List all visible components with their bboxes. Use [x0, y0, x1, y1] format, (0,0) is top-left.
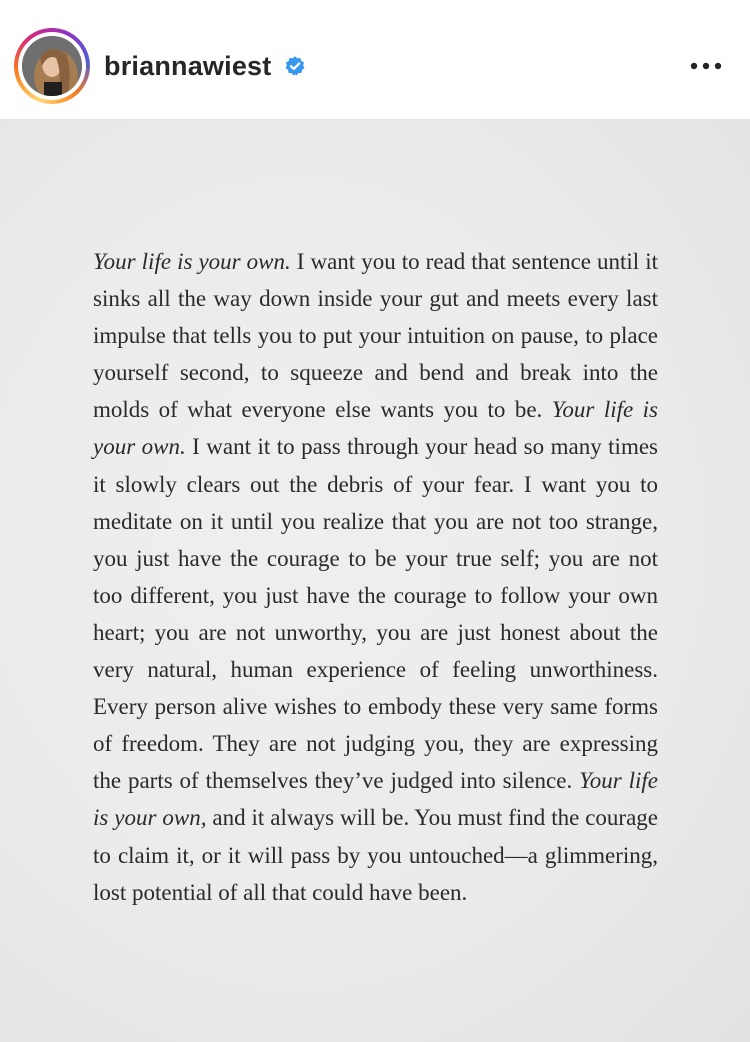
- story-ring[interactable]: [14, 28, 90, 104]
- post-image[interactable]: [0, 120, 750, 1042]
- username[interactable]: briannawiest: [104, 51, 272, 81]
- post-header: [0, 0, 750, 120]
- avatar-portrait-icon: [22, 36, 82, 96]
- profile-avatar[interactable]: [22, 36, 82, 96]
- italic-phrase: Your life is your own.: [93, 249, 291, 274]
- book-page-text: [93, 243, 658, 911]
- italic-phrase: Your life is your own.: [93, 397, 658, 460]
- text-run: I want you to read that sentence until it sinks all the way down inside your gut and meets every last impulse that tells you to put your intuition on pause, to place yourself second, to squeeze and bend and break into the molds of what everyone else wants you to be.: [93, 249, 659, 423]
- more-options-icon[interactable]: [688, 52, 724, 80]
- avatar-gap: [18, 32, 86, 100]
- text-run: and it always will be. You must find the courage to claim it, or it will pass by you untouched—a glimmering, lost potential of all that could have been.: [93, 805, 659, 905]
- italic-phrase: Your life is your own,: [93, 768, 658, 831]
- text-run: I want it to pass through your head so many times it slowly clears out the debris of your fear. I want you to meditate on it until you realize that you are not too strange, you just have the courage to be your true self; you are not too different, you just have the courage to follow your own heart; you are not unworthy, you are just honest about the very natural, human experience of feeling unworthiness. Every person alive wishes to embody these very same forms of freedom. They are not judging you, they are expressing the parts of themselves they’ve judged into silence.: [93, 434, 658, 794]
- verified-badge-icon: [284, 55, 306, 77]
